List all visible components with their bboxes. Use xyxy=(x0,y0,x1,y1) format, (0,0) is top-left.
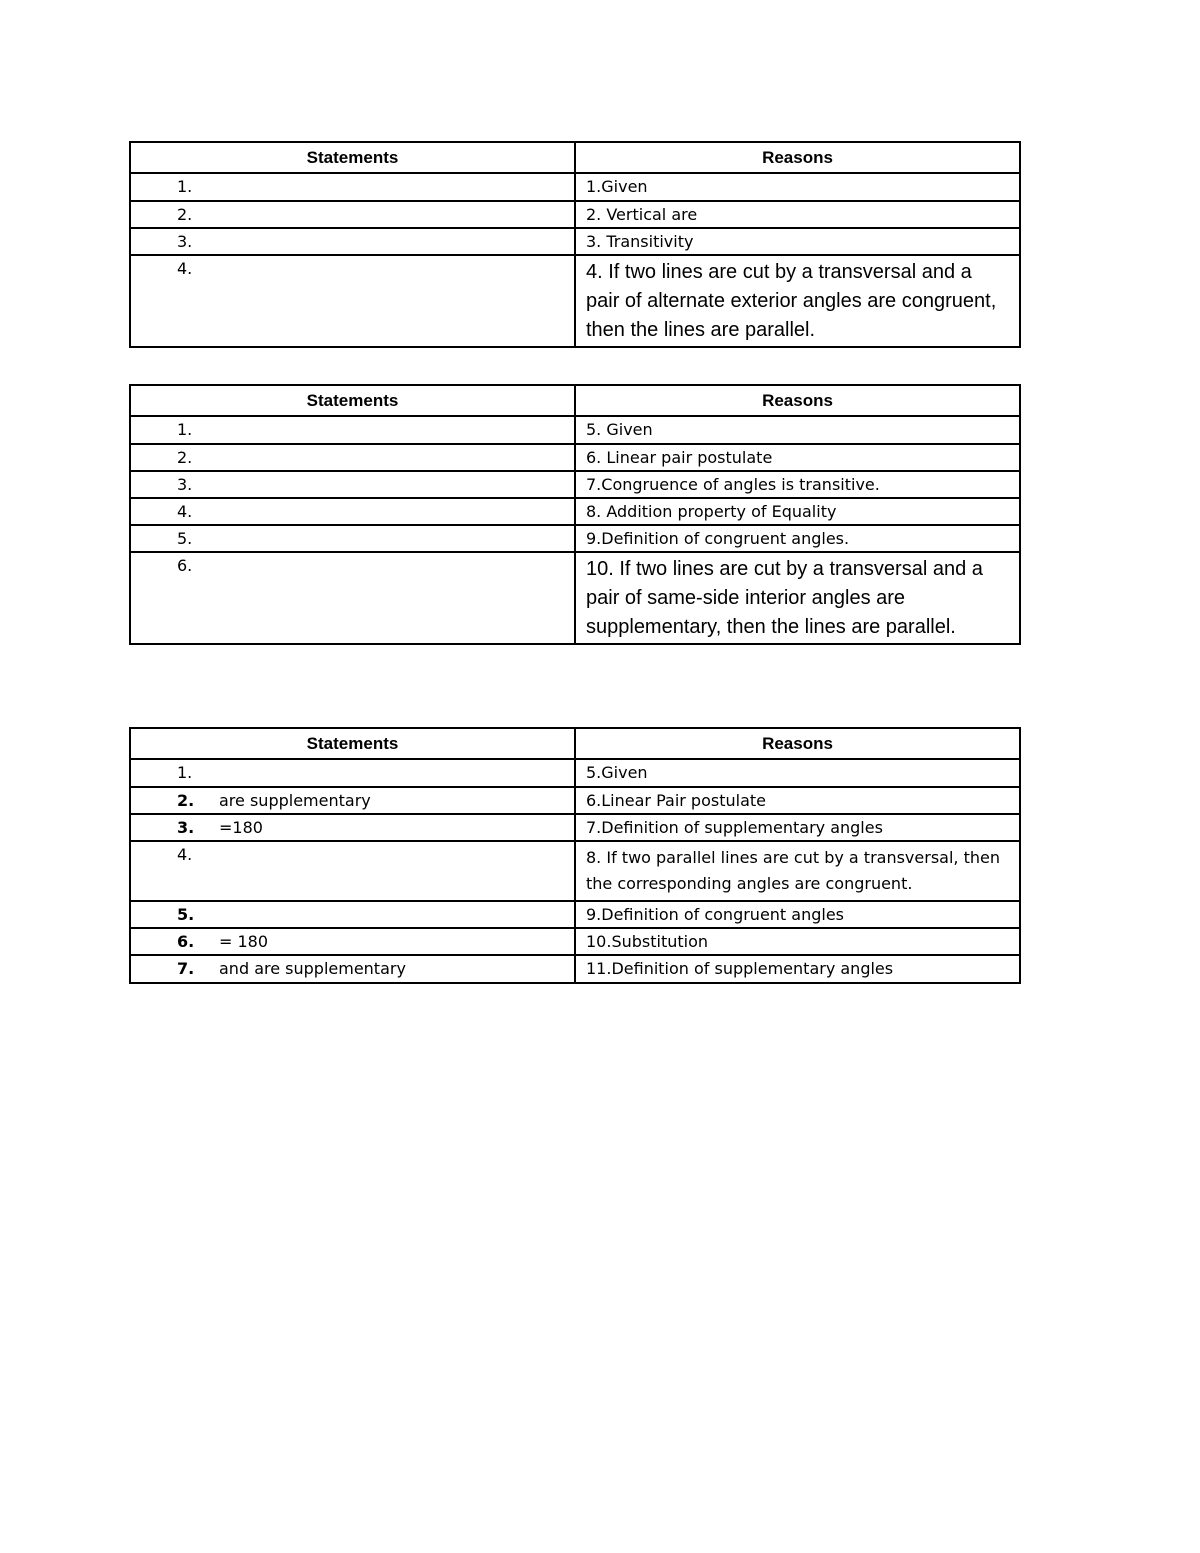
proof-table-2 xyxy=(129,384,1021,645)
reason-cell: 9.Definition of congruent angles. xyxy=(575,525,1020,552)
reason-cell: 2. Vertical are xyxy=(575,201,1020,228)
reason-cell: 4. If two lines are cut by a transversal and a pair of alternate exterior angles are congruent, then the lines are parallel. xyxy=(575,255,1020,347)
statement-cell xyxy=(130,471,575,498)
table-row xyxy=(130,471,1020,498)
statement-number: 1. xyxy=(177,420,193,440)
statement-cell xyxy=(130,928,575,955)
statement-text: =180 xyxy=(219,817,263,837)
table-row xyxy=(130,901,1020,928)
statement-number: 1. xyxy=(177,177,193,197)
statement-cell xyxy=(130,201,575,228)
statement-cell xyxy=(130,787,575,814)
table-row xyxy=(130,444,1020,471)
table-row xyxy=(130,759,1020,786)
table-row xyxy=(130,173,1020,200)
reason-cell: 5.Given xyxy=(575,759,1020,786)
reason-cell: 3. Transitivity xyxy=(575,228,1020,255)
table-row xyxy=(130,814,1020,841)
reasons-header: Reasons xyxy=(575,142,1020,173)
table-row xyxy=(130,928,1020,955)
statement-number: 6. xyxy=(177,556,193,576)
statement-number: 1. xyxy=(177,763,193,783)
statement-text: and are supplementary xyxy=(219,959,406,979)
table-row xyxy=(130,201,1020,228)
reason-cell: 8. Addition property of Equality xyxy=(575,498,1020,525)
reason-cell: 8. If two parallel lines are cut by a transversal, then the corresponding angles are congruent. xyxy=(575,841,1020,901)
reason-cell: 9.Definition of congruent angles xyxy=(575,901,1020,928)
statement-cell xyxy=(130,525,575,552)
statement-number: 3. xyxy=(177,231,193,251)
reason-cell: 10. If two lines are cut by a transversal and a pair of same-side interior angles are supplementary, then the lines are parallel. xyxy=(575,552,1020,644)
statement-cell xyxy=(130,498,575,525)
reason-cell: 6. Linear pair postulate xyxy=(575,444,1020,471)
statement-text: = 180 xyxy=(219,932,269,952)
reasons-header: Reasons xyxy=(575,728,1020,759)
statement-number: 5. xyxy=(177,904,195,924)
statement-number: 4. xyxy=(177,258,193,278)
statement-cell xyxy=(130,841,575,901)
statement-cell xyxy=(130,759,575,786)
statement-number: 3. xyxy=(177,817,195,837)
statement-number: 4. xyxy=(177,844,193,864)
table-row xyxy=(130,228,1020,255)
table-row xyxy=(130,498,1020,525)
statement-number: 2. xyxy=(177,447,193,467)
statement-number: 2. xyxy=(177,204,193,224)
table-row xyxy=(130,525,1020,552)
table-header-row xyxy=(130,142,1020,173)
proof-table-3 xyxy=(129,727,1021,984)
statements-header: Statements xyxy=(130,728,575,759)
statements-header: Statements xyxy=(130,385,575,416)
statement-number: 2. xyxy=(177,790,195,810)
statement-cell xyxy=(130,416,575,443)
table-row xyxy=(130,255,1020,347)
reason-cell: 6.Linear Pair postulate xyxy=(575,787,1020,814)
reason-cell: 5. Given xyxy=(575,416,1020,443)
table-header-row xyxy=(130,385,1020,416)
proof-table-1 xyxy=(129,141,1021,348)
statement-number: 5. xyxy=(177,529,193,549)
table-row xyxy=(130,416,1020,443)
statement-cell xyxy=(130,228,575,255)
statement-cell xyxy=(130,255,575,347)
table-row xyxy=(130,841,1020,901)
statement-cell xyxy=(130,552,575,644)
statement-cell xyxy=(130,444,575,471)
reasons-header: Reasons xyxy=(575,385,1020,416)
table-header-row xyxy=(130,728,1020,759)
table-row xyxy=(130,552,1020,644)
statements-header: Statements xyxy=(130,142,575,173)
reason-cell: 11.Definition of supplementary angles xyxy=(575,955,1020,982)
reason-cell: 10.Substitution xyxy=(575,928,1020,955)
reason-cell: 7.Definition of supplementary angles xyxy=(575,814,1020,841)
statement-text: are supplementary xyxy=(219,790,371,810)
statement-number: 3. xyxy=(177,474,193,494)
table-row xyxy=(130,955,1020,982)
reason-cell: 1.Given xyxy=(575,173,1020,200)
statement-number: 4. xyxy=(177,501,193,521)
statement-number: 6. xyxy=(177,932,195,952)
table-row xyxy=(130,787,1020,814)
statement-number: 7. xyxy=(177,959,195,979)
reason-cell: 7.Congruence of angles is transitive. xyxy=(575,471,1020,498)
statement-cell xyxy=(130,955,575,982)
statement-cell xyxy=(130,814,575,841)
statement-cell xyxy=(130,173,575,200)
statement-cell xyxy=(130,901,575,928)
